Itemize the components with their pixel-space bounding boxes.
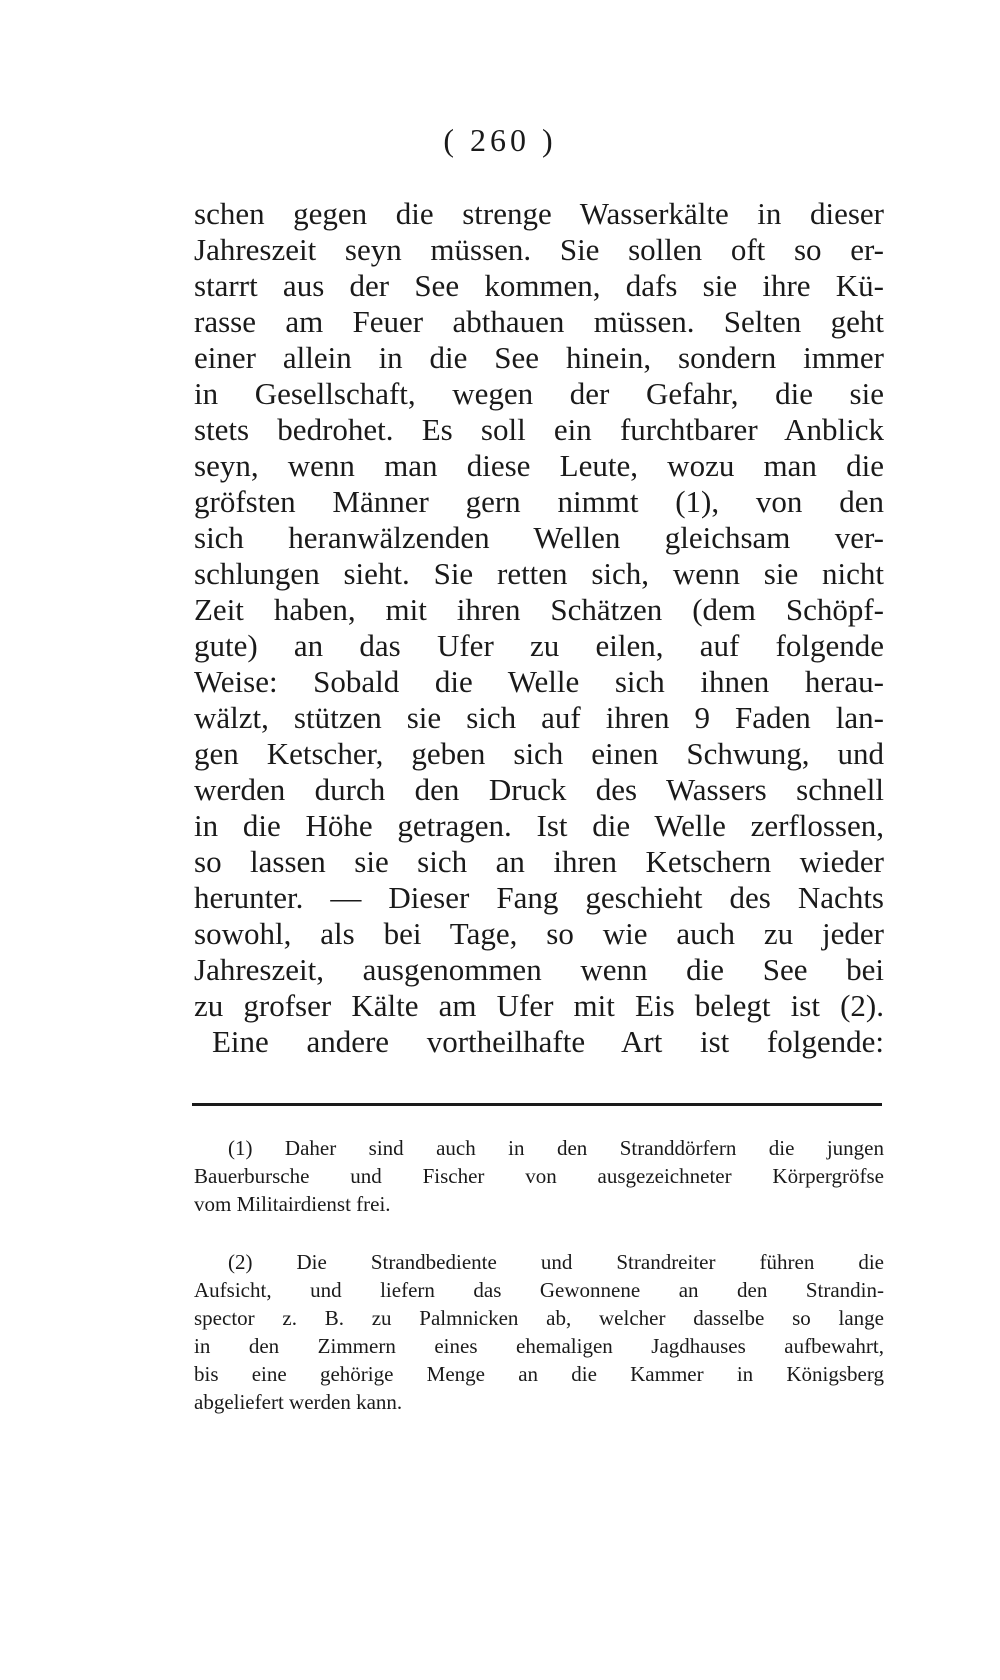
text-line: Jahreszeit seyn müssen. Sie sollen oft so er- xyxy=(194,232,884,267)
text-line: gute) an das Ufer zu eilen, auf folgende xyxy=(194,628,884,663)
footnote-line: in den Zimmern eines ehemaligen Jagdhauses aufbewahrt, xyxy=(194,1334,884,1358)
text-line: schlungen sieht. Sie retten sich, wenn sie nicht xyxy=(194,556,884,591)
text-line: rasse am Feuer abthauen müssen. Selten geht xyxy=(194,304,884,339)
main-text xyxy=(194,196,884,1060)
footnote-line: (2) Die Strandbediente und Strandreiter führen die xyxy=(228,1250,884,1274)
footnote-1 xyxy=(194,1134,884,1218)
text-line: starrt aus der See kommen, dafs sie ihre Kü- xyxy=(194,268,884,303)
footnote-2 xyxy=(194,1248,884,1416)
text-line: seyn, wenn man diese Leute, wozu man die xyxy=(194,448,884,483)
footnote-line: Bauerbursche und Fischer von ausgezeichneter Körpergröfse xyxy=(194,1164,884,1188)
text-line: stets bedrohet. Es soll ein furchtbarer Anblick xyxy=(194,412,884,447)
text-line: einer allein in die See hinein, sondern immer xyxy=(194,340,884,375)
text-line: zu grofser Kälte am Ufer mit Eis belegt ist (2). xyxy=(194,988,884,1023)
text-line: so lassen sie sich an ihren Ketschern wieder xyxy=(194,844,884,879)
text-line: wälzt, stützen sie sich auf ihren 9 Faden lan- xyxy=(194,700,884,735)
footnote-line: bis eine gehörige Menge an die Kammer in Königsberg xyxy=(194,1362,884,1386)
footnote-line: (1) Daher sind auch in den Stranddörfern die jungen xyxy=(228,1136,884,1160)
text-line: Zeit haben, mit ihren Schätzen (dem Schöpf- xyxy=(194,592,884,627)
page-number: ( 260 ) xyxy=(443,122,557,158)
text-line: sowohl, als bei Tage, so wie auch zu jeder xyxy=(194,916,884,951)
footnote-line: Aufsicht, und liefern das Gewonnene an den Strandin- xyxy=(194,1278,884,1302)
text-line: in die Höhe getragen. Ist die Welle zerflossen, xyxy=(194,808,884,843)
footnote-line: abgeliefert werden kann. xyxy=(194,1390,403,1414)
footnote-line: vom Militairdienst frei. xyxy=(194,1192,391,1216)
text-line: herunter. — Dieser Fang geschieht des Nachts xyxy=(194,880,884,915)
text-line: in Gesellschaft, wegen der Gefahr, die sie xyxy=(194,376,884,411)
text-line: Eine andere vortheilhafte Art ist folgende: xyxy=(212,1024,884,1059)
footnote-line: spector z. B. zu Palmnicken ab, welcher dasselbe so lange xyxy=(194,1306,884,1330)
text-line: werden durch den Druck des Wassers schnell xyxy=(194,772,884,807)
text-line: Jahreszeit, ausgenommen wenn die See bei xyxy=(194,952,884,987)
footnote-separator xyxy=(192,1103,882,1106)
text-line: gröfsten Männer gern nimmt (1), von den xyxy=(194,484,884,519)
text-line: gen Ketscher, geben sich einen Schwung, und xyxy=(194,736,884,771)
text-line: schen gegen die strenge Wasserkälte in dieser xyxy=(194,196,884,231)
text-line: sich heranwälzenden Wellen gleichsam ver- xyxy=(194,520,884,555)
text-line: Weise: Sobald die Welle sich ihnen herau- xyxy=(194,664,884,699)
